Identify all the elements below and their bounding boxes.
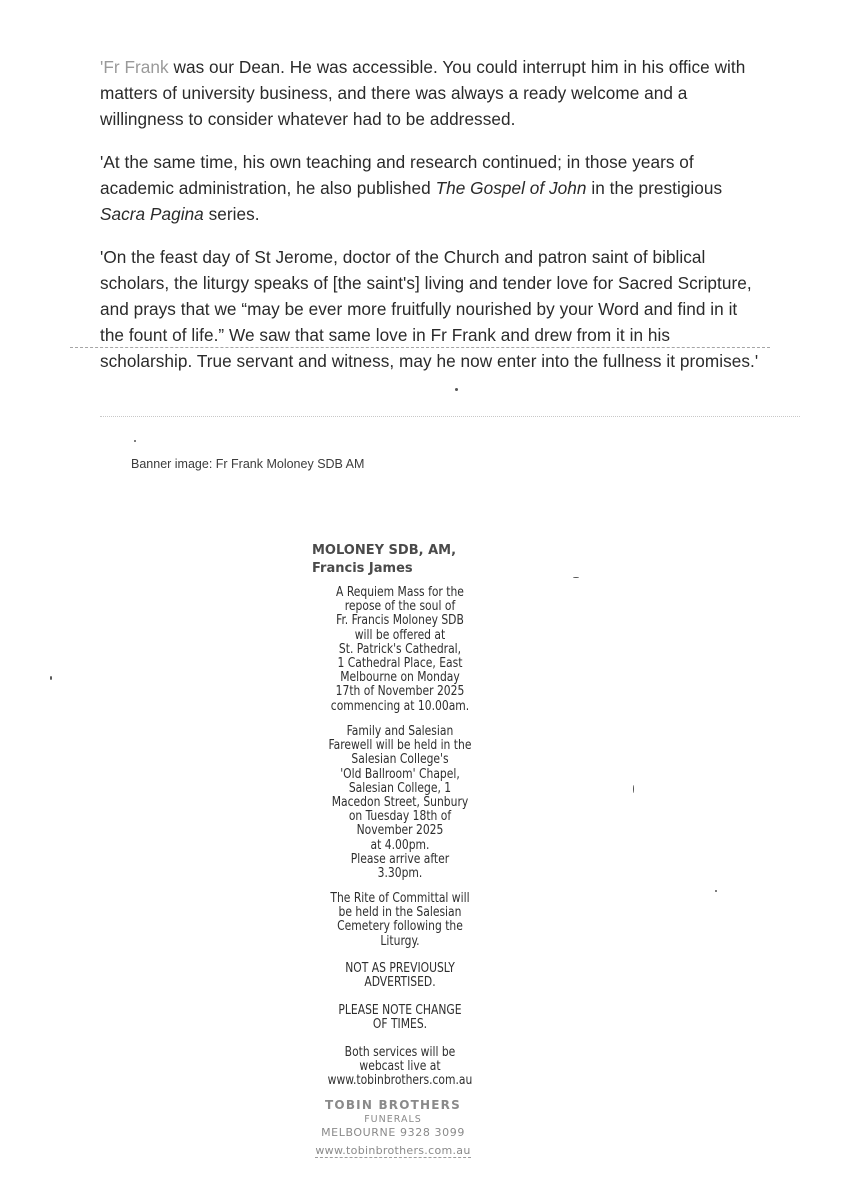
notice-block-change-times: PLEASE NOTE CHANGE OF TIMES. xyxy=(338,1003,462,1033)
paragraph-research xyxy=(100,149,760,227)
notice-change-times xyxy=(299,1004,501,1032)
notice-block-committal: The Rite of Committal will be held in the Salesian Cemetery following the Liturgy. xyxy=(330,891,470,949)
notice-farewell xyxy=(299,725,501,881)
paragraph-dean xyxy=(100,54,760,132)
series-title-sacra-pagina: Sacra Pagina xyxy=(100,204,204,224)
funeral-director-phone: MELBOURNE 9328 3099 xyxy=(321,1126,465,1139)
paragraph-research-text-a: 'At the same time, his own teaching and research continued; in those years of academic administration, he also published xyxy=(100,152,694,198)
notice-webcast xyxy=(299,1046,501,1089)
funeral-director-name: TOBIN BROTHERS xyxy=(325,1098,461,1112)
paragraph-dean-text: was our Dean. He was accessible. You could interrupt him in his office with matters of university business, and there was always a ready welcome and a willingness to consider whatever had to be addressed. xyxy=(100,57,746,129)
funeral-director-logo xyxy=(298,1098,488,1158)
funeral-director-website: www.tobinbrothers.com.au xyxy=(315,1144,471,1157)
scan-speck xyxy=(633,785,634,793)
paragraph-st-jerome: 'On the feast day of St Jerome, doctor of the Church and patron saint of biblical scholars, the liturgy speaks of [the saint's] living and tender love for Sacred Scripture, and prays that we “may be ever more fruitfully nourished by your Word and find in it the fount of life.” We saw that same love in Fr Frank and drew from it in his scholarship. True servant and witness, may he now enter into the fullness it promises.' xyxy=(100,247,759,371)
article-text xyxy=(100,54,760,391)
paragraph-research-text-b: in the prestigious xyxy=(586,178,723,198)
notice-block-farewell: Family and Salesian Farewell will be held in the Salesian College's 'Old Ballroom' Chapel, Salesian College, 1 Macedon Street, Sunbury on Tuesday 18th of November 2025 at 4.00pm. Please arrive after 3.30pm. xyxy=(328,724,472,882)
notice-block-not-advertised: NOT AS PREVIOUSLY ADVERTISED. xyxy=(345,961,455,991)
notice-requiem-mass xyxy=(299,586,501,714)
notice-block-requiem: A Requiem Mass for the repose of the soul of Fr. Francis Moloney SDB will be offered at St. Patrick's Cathedral, 1 Cathedral Place, East Melbourne on Monday 17th of November 2025 commencing at 10.00am. xyxy=(330,585,470,714)
scan-speck xyxy=(50,676,52,680)
paragraph-research-text-c: series. xyxy=(203,204,260,224)
book-title-gospel-of-john: The Gospel of John xyxy=(435,178,587,198)
notice-committal xyxy=(299,892,501,949)
funeral-director-subtitle: FUNERALS xyxy=(364,1114,422,1125)
scan-speck xyxy=(455,388,458,391)
banner-caption: Banner image: Fr Frank Moloney SDB AM xyxy=(131,457,365,471)
scan-speck xyxy=(573,577,579,578)
notice-surname: MOLONEY SDB, AM, xyxy=(312,543,457,558)
faded-text: 'Fr Frank xyxy=(100,57,169,77)
notice-given-names: Francis James xyxy=(312,561,413,576)
scan-artifact-dots xyxy=(100,416,800,417)
scan-speck xyxy=(715,890,717,892)
scan-artifact-line xyxy=(70,347,770,348)
notice-name xyxy=(312,542,456,578)
scan-speck xyxy=(134,440,136,442)
notice-block-webcast: Both services will be webcast live at www.tobinbrothers.com.au xyxy=(327,1045,473,1089)
notice-not-advertised xyxy=(299,962,501,990)
